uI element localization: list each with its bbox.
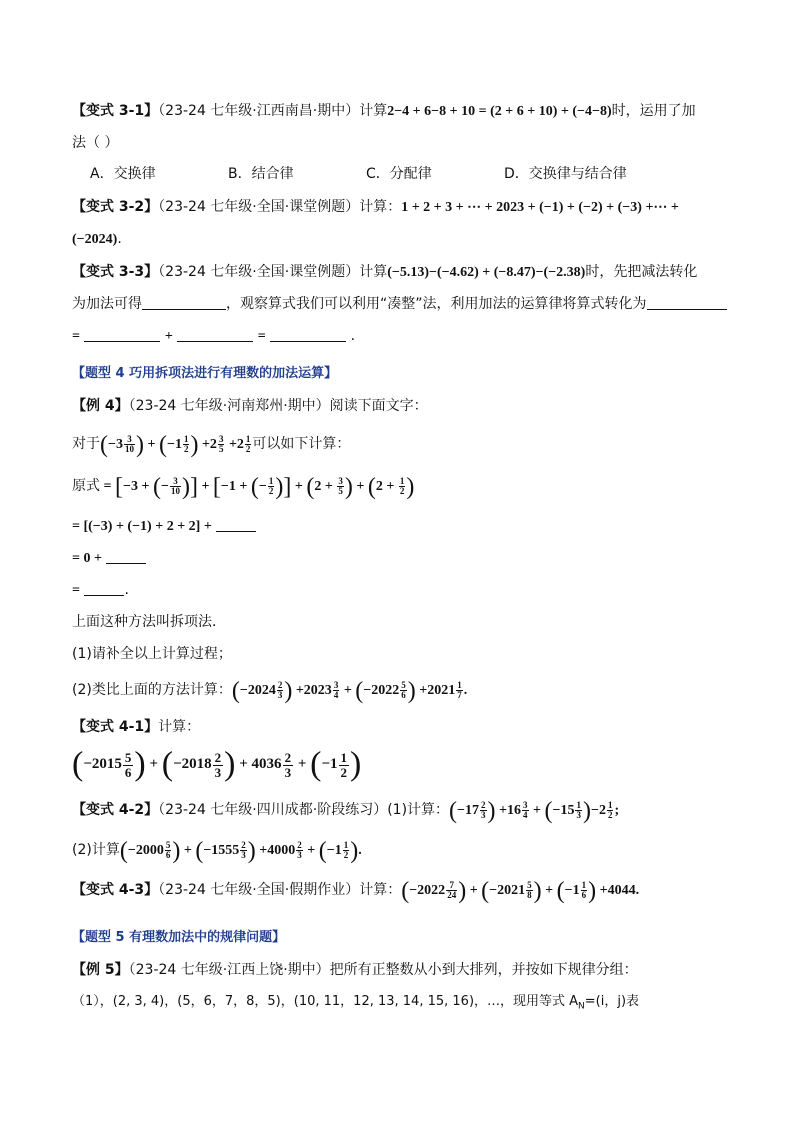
variant-3-3-line3: = + = . bbox=[72, 328, 356, 344]
answer-blank[interactable] bbox=[84, 327, 160, 342]
answer-blank[interactable] bbox=[177, 327, 253, 342]
variant-4-2-line1: 【变式 4-2】（23-24 七年级·四川成都·阶段练习）(1)计算：(−17 $\frac{2}{3}$ ) +16 $\frac{3}{4}$ + (−15 $\frac{1}{3}$ )−2 $\frac{1}{2}$ ; bbox=[72, 797, 620, 824]
variant-3-2-line1: 【变式 3-2】（23-24 七年级·全国·课堂例题）计算：1 + 2 + 3 + ⋯ + 2023 + (−1) + (−2) + (−3) +⋯ + bbox=[72, 199, 679, 215]
variant-3-3-line1: 【变式 3-3】（23-24 七年级·全国·课堂例题）计算(−5.13)−(−4.62) + (−8.47)−(−2.38)时，先把减法转化 bbox=[72, 264, 698, 280]
answer-blank[interactable] bbox=[142, 295, 226, 310]
option-a: A．交换律 bbox=[90, 166, 156, 182]
example-4-line3: 原式 = [−3 + (− $\frac{3}{10}$ )] + [−1 + (− $\frac{1}{2}$ )] + (2 + $\frac{3}{5}$ ) + (2 + $\frac{1}{2}$ ) bbox=[72, 473, 415, 500]
answer-blank[interactable] bbox=[216, 517, 256, 532]
variant-3-1-options bbox=[90, 164, 627, 184]
variant-3-3-line2: 为加法可得 ，观察算式我们可以利用“凑整”法，利用加法的运算律将算式转化为 bbox=[72, 294, 727, 314]
example-4-step1: = [(−3) + (−1) + 2 + 2] + bbox=[72, 516, 256, 537]
variant-3-1-line1: 【变式 3-1】（23-24 七年级·江西南昌·期中）计算2−4 + 6−8 + 10 = (2 + 6 + 10) + (−4−8)时，运用了加 bbox=[72, 103, 696, 119]
variant-4-2-line2: (2)计算(−2000 $\frac{5}{6}$ ) + (−1555 $\frac{2}{3}$ ) +4000 $\frac{2}{3}$ + (−1 $\frac{1}{2}$ ). bbox=[72, 837, 362, 864]
example-5-line2: （1），(2, 3, 4)，(5，6，7，8，5)，(10, 11，12, 13, 14, 15, 16)，…，现用等式 $A_N=(i$，j)表 bbox=[72, 994, 640, 1012]
example-5-line1: 【例 5】（23-24 七年级·江西上饶·期中）把所有正整数从小到大排列，并按如下规律分组： bbox=[72, 962, 638, 978]
variant-3-2-line2: (−2024). bbox=[72, 231, 122, 247]
answer-blank[interactable] bbox=[647, 295, 727, 310]
section-heading-5: 【题型 5 有理数加法中的规律问题】 bbox=[72, 930, 286, 945]
answer-blank[interactable] bbox=[270, 327, 346, 342]
example-4-method: 上面这种方法叫拆项法． bbox=[72, 614, 226, 630]
expr-3-1: 2−4 + 6−8 + 10 = (2 + 6 + 10) + (−4−8) bbox=[387, 104, 612, 119]
variant-4-3: 【变式 4-3】（23-24 七年级·全国·假期作业）计算：(−2022 $\frac{7}{24}$ ) + (−2021 $\frac{5}{8}$ ) + (−1 $\frac{1}{6}$ ) +4044. bbox=[72, 877, 640, 904]
option-c: C．分配律 bbox=[366, 166, 432, 182]
section-heading-4: 【题型 4 巧用拆项法进行有理数的加法运算】 bbox=[72, 366, 338, 381]
example-4-line1: 【例 4】（23-24 七年级·河南郑州·期中）阅读下面文字： bbox=[72, 398, 428, 414]
example-4-q2: (2)类比上面的方法计算：(−2024 $\frac{2}{3}$ ) +2023 $\frac{3}{4}$ + (−2022 $\frac{5}{6}$ ) +2021 $\frac{1}{7}$ . bbox=[72, 677, 468, 704]
example-4-line2: 对于(−3 $\frac{3}{10}$ ) + (−1 $\frac{1}{2}$ ) +2 $\frac{3}{5}$ +2 $\frac{1}{2}$ 可以如下计算： bbox=[72, 431, 351, 458]
example-4-step2: = 0 + bbox=[72, 548, 146, 569]
option-b: B．结合律 bbox=[228, 166, 294, 182]
answer-blank[interactable] bbox=[84, 581, 124, 596]
variant-4-1-line1: 【变式 4-1】计算： bbox=[72, 719, 201, 735]
variant-3-1-line2: 法（ ） bbox=[72, 135, 119, 151]
option-d: D．交换律与结合律 bbox=[504, 166, 627, 182]
variant-4-1-expr: (−2015 $\frac{5}{6}$ ) + (−2018 $\frac{2}{3}$ ) + 4036 $\frac{2}{3}$ + (−1 $\frac{1}{2}$ ) bbox=[72, 746, 362, 783]
answer-blank[interactable] bbox=[106, 549, 146, 564]
example-4-q1: (1)请补全以上计算过程； bbox=[72, 646, 232, 662]
example-4-step3: = . bbox=[72, 582, 129, 598]
